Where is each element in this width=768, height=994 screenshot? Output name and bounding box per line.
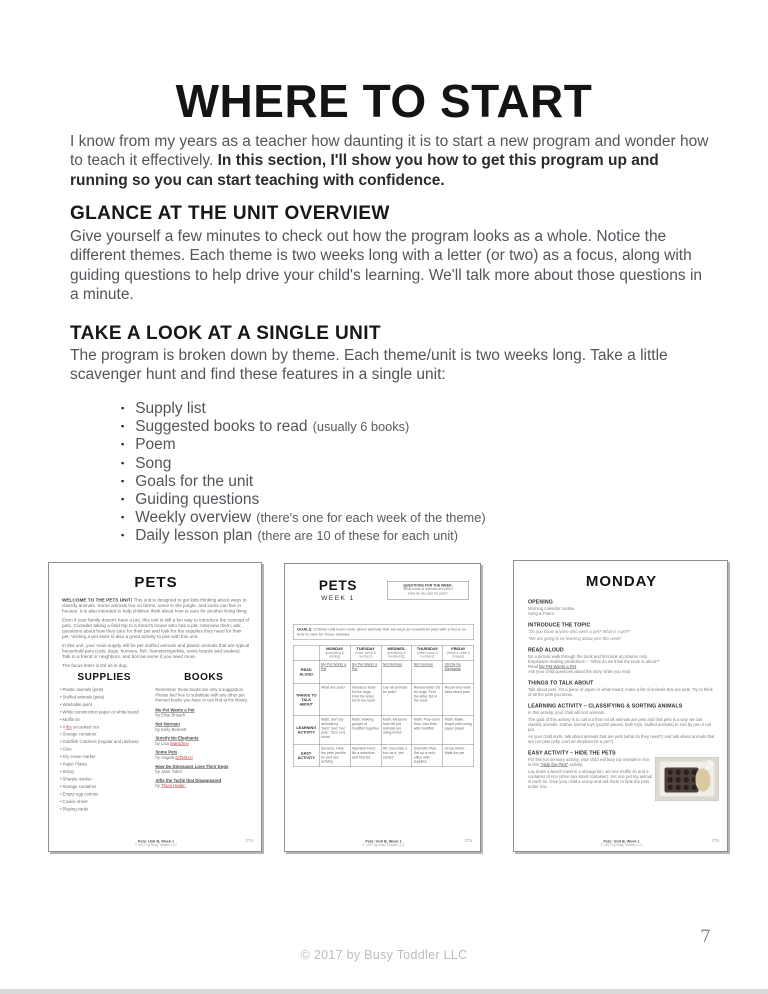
lesson-section-heading: INTRODUCE THE TOPIC bbox=[528, 622, 591, 628]
lesson-text: Ask your child questions about the story while you read bbox=[528, 669, 631, 674]
books-column bbox=[148, 672, 252, 814]
thumb1-title: PETS bbox=[134, 574, 178, 591]
thumb-footer-title: Pets: Unit B, Week 1 bbox=[137, 839, 175, 844]
table-cell: Math: Make shape pets using paper plates bbox=[443, 716, 474, 745]
rice-link[interactable]: lbs bbox=[66, 724, 72, 730]
thumb2-title: PETS bbox=[318, 578, 358, 593]
table-cell bbox=[381, 661, 412, 684]
book-entry bbox=[155, 750, 252, 761]
daily-lesson-thumbnail bbox=[513, 560, 728, 852]
table-cell: Art: Decorate a box as a "pet carrier" bbox=[381, 745, 412, 767]
book-link[interactable]: Not Norman bbox=[382, 661, 403, 667]
feature-label: Poem bbox=[135, 436, 176, 454]
book-title-link[interactable]: Strictly No Elephants bbox=[155, 735, 199, 741]
lesson-text: Do a picture walk through the book and first look at pictures only. bbox=[528, 654, 648, 659]
supply-item: • Plastic animals (pets) bbox=[60, 687, 148, 692]
corner-cell bbox=[293, 645, 319, 660]
thumb3-page-number: 276 bbox=[711, 838, 719, 843]
day-header bbox=[350, 645, 381, 660]
read-post: . bbox=[576, 664, 578, 669]
feature-label: Daily lesson plan bbox=[135, 527, 253, 545]
thumb-footer-copyright: © 2017 by Busy Toddler LLC bbox=[135, 843, 177, 847]
goals-text: Children will learn more about animals that are kept as household pets with a focus on how to care for those animals. bbox=[297, 627, 467, 637]
unit-features-list bbox=[121, 400, 486, 546]
lesson-text: Talk about pets. On a piece of paper or white board, make a list of animals that are pets. Try to think of all the pets you know. bbox=[528, 687, 713, 697]
book-author: by bbox=[155, 783, 161, 789]
book-title-link[interactable]: Not Norman bbox=[155, 721, 180, 727]
thumb2-title-block bbox=[303, 578, 373, 602]
book-link[interactable]: Not Norman bbox=[413, 661, 434, 667]
questions-of-the-week-box bbox=[387, 581, 469, 599]
day-header bbox=[319, 645, 350, 660]
day-header bbox=[412, 645, 443, 660]
list-item bbox=[121, 418, 486, 436]
lesson-text: Song & Poem bbox=[528, 611, 554, 616]
feature-label: Suggested books to read bbox=[135, 418, 308, 436]
day-name: MONDAY bbox=[326, 646, 344, 651]
bullet-icon: ▪ bbox=[121, 421, 125, 432]
table-row bbox=[293, 661, 474, 684]
book-entry bbox=[155, 778, 252, 789]
table-cell bbox=[350, 661, 381, 684]
book-entry bbox=[155, 721, 252, 732]
bullet-icon: ▪ bbox=[121, 403, 125, 413]
table-row bbox=[293, 716, 474, 745]
intro-paragraph bbox=[70, 132, 712, 190]
row-label: EASY ACTIVITY bbox=[293, 745, 319, 767]
day-header bbox=[381, 645, 412, 660]
table-cell: Math: Measure how tall pet animals are using bricks bbox=[381, 716, 412, 745]
feature-note: (there are 10 of these for each unit) bbox=[257, 528, 458, 544]
week-plan-table bbox=[293, 645, 474, 767]
day-header bbox=[443, 645, 474, 660]
day-name: FRIDAY bbox=[451, 646, 466, 651]
day-skills: (predicting & measuring) bbox=[387, 651, 406, 659]
bullet-icon: ▪ bbox=[121, 493, 125, 504]
table-row bbox=[293, 745, 474, 767]
book-author-link[interactable]: Mantchev bbox=[170, 740, 189, 746]
supply-item: • Washable paint bbox=[60, 702, 148, 707]
book-author: by Kelly Bennett bbox=[155, 726, 187, 732]
book-author: by Elise Broach bbox=[155, 712, 186, 718]
thumb1-footer bbox=[49, 839, 262, 847]
lesson-text: In this activity, your child will sort animals. bbox=[528, 710, 605, 715]
lesson-text: Lay down a beach towel in a storage bin, set one muffin tin and a container of rice (shoe box sized container). Set one pet toy animal in each tin. Give your child a scoop and ask them to hide the pets under rice. bbox=[528, 769, 653, 789]
question-line: How do we care for pets? bbox=[408, 591, 448, 596]
thumb-footer-copyright: © 2017 by Busy Toddler LLC bbox=[600, 843, 643, 847]
supply-item-rice bbox=[60, 724, 148, 729]
page-number: 7 bbox=[700, 927, 711, 947]
table-cell: What are pets? bbox=[319, 684, 350, 716]
page-edge-divider bbox=[0, 989, 768, 994]
feature-label: Goals for the unit bbox=[135, 472, 254, 490]
welcome-rest: This unit is designed to get kids thinking about ways to classify animals. Some animals live on farms, some in the jungle, and some can live in houses. It is also intended to help children think about how to care for another living thing. bbox=[62, 597, 248, 614]
rice-pre: 4 bbox=[62, 724, 67, 730]
supply-item: • Storage container bbox=[60, 732, 148, 737]
lesson-section-heading: THINGS TO TALK ABOUT bbox=[528, 680, 594, 686]
lesson-text bbox=[528, 757, 654, 767]
table-cell: Recall and retell facts about pets bbox=[443, 684, 474, 716]
lesson-text: As your child sorts, talk about animals that are pets (what do they need?) and talk about animals that are not pets (why can't an elephant be a pet?). bbox=[528, 734, 715, 744]
row-label: LEARNING ACTIVITY bbox=[293, 716, 319, 745]
book-title-link[interactable]: How Do Dinosaurs Love Their Dogs bbox=[155, 763, 229, 769]
thumb3-footer bbox=[514, 839, 728, 847]
book-title-link[interactable]: My Pet Wants a Pet bbox=[155, 707, 195, 713]
list-item bbox=[121, 455, 486, 473]
lesson-text: The goal of this activity is to call out that not all animals are pets and that pets is a way we can classify animals. Gather animal toys (puzzle pieces, bath toys, stuffed animals) to sort by pet or not pet. bbox=[528, 717, 712, 732]
day-skills: (letter name & numbers) bbox=[417, 651, 438, 659]
section-body-take-a-look: The program is broken down by theme. Each theme/unit is two weeks long. Take a little scavenger hunt and find these features in a single unit: bbox=[70, 347, 668, 384]
lesson-text: Morning calendar routine bbox=[528, 606, 575, 611]
feature-label: Guiding questions bbox=[135, 490, 260, 508]
thumb2-footer bbox=[285, 839, 481, 847]
question-line: What kinds of animals are pets? bbox=[403, 587, 453, 591]
easy-pre: For this fun sensory activity, your child will bury toy animals in rice in this bbox=[528, 757, 650, 767]
books-note: Remember these books are only a suggestion. Please feel free to substitute with any other pet themed books you have or can find at the library. bbox=[155, 687, 248, 703]
supply-item: • Cookie sheet bbox=[60, 799, 148, 804]
feature-label: Weekly overview bbox=[135, 509, 252, 527]
bullet-icon: ▪ bbox=[121, 512, 125, 523]
thumb3-title: MONDAY bbox=[585, 573, 658, 590]
feature-label: Supply list bbox=[135, 400, 206, 417]
day-name: WEDNES. bbox=[387, 646, 406, 651]
book-author-link[interactable]: Thyra Heder. bbox=[160, 783, 186, 789]
lesson-quote: "We are going to be learning about pets this week" bbox=[528, 636, 622, 641]
table-header-row bbox=[293, 645, 474, 660]
table-cell: Can all animals be pets? bbox=[381, 684, 412, 716]
list-item bbox=[121, 436, 486, 454]
intro-bold-text: In this section, I'll show you how to get this program up and running so you can start teaching with confidence. bbox=[70, 152, 659, 189]
book-entry bbox=[155, 764, 252, 775]
read-pre: Read bbox=[528, 664, 540, 669]
supply-item: • Stuffed animals (pets) bbox=[60, 694, 148, 699]
table-row bbox=[293, 684, 474, 716]
book-entry bbox=[155, 707, 252, 718]
lesson-section-heading: OPENING bbox=[528, 599, 553, 605]
book-author-link[interactable]: DiTerlizzi bbox=[175, 754, 193, 760]
supply-item: • Paper Plates bbox=[60, 762, 148, 767]
page-title: WHERE TO START bbox=[175, 75, 593, 127]
supplies-column bbox=[60, 672, 148, 814]
table-cell: Math: Making groups of Goldfish together bbox=[350, 716, 381, 745]
muffin-tin bbox=[665, 768, 699, 793]
section-heading-take-a-look: TAKE A LOOK AT A SINGLE UNIT bbox=[70, 323, 381, 344]
paragraph: The focus letter is Dd as in dog. bbox=[62, 662, 128, 668]
book-author: by Angela bbox=[155, 754, 176, 760]
supply-item: • Glue bbox=[60, 747, 148, 752]
storage-bin bbox=[659, 761, 715, 797]
lesson-quote: "Do you know anyone who owns a pet? What is a pet?" bbox=[528, 629, 631, 634]
goals-box bbox=[293, 624, 474, 640]
section-heading-glance: GLANCE AT THE UNIT OVERVIEW bbox=[70, 203, 390, 224]
row-label: THINGS TO TALK ABOUT bbox=[293, 684, 319, 716]
day-skills: (predicting & sorting) bbox=[325, 651, 344, 659]
feature-note: (usually 6 books) bbox=[312, 419, 410, 435]
books-heading: BOOKS bbox=[184, 671, 224, 683]
questions-heading: QUESTIONS FOR THE WEEK: bbox=[403, 584, 453, 588]
scoop bbox=[704, 759, 715, 772]
supply-item: • White construction paper or white board bbox=[60, 709, 148, 714]
footer-copyright: © 2017 by Busy Toddler LLC bbox=[300, 948, 468, 962]
thumb2-subtitle: WEEK 1 bbox=[321, 594, 355, 602]
muffin-cups bbox=[668, 770, 674, 776]
welcome-lead: WELCOME TO THE PETS UNIT! bbox=[62, 597, 133, 603]
table-cell bbox=[412, 661, 443, 684]
feature-label: Song bbox=[135, 454, 172, 472]
day-name: THURSDAY bbox=[416, 646, 439, 651]
lesson-section-heading: EASY ACTIVITY – HIDE THE PETS bbox=[528, 750, 616, 756]
book-link[interactable]: Strictly No Elephants bbox=[444, 661, 461, 671]
book-author: by Lisa bbox=[155, 740, 171, 746]
supply-item: • Storage container bbox=[60, 784, 148, 789]
thumb1-intro bbox=[62, 597, 250, 668]
weekly-overview-thumbnail bbox=[284, 563, 481, 852]
book-link[interactable]: My Pet Wants a Pet bbox=[539, 664, 577, 669]
bullet-icon: ▪ bbox=[121, 439, 125, 450]
section-body-glance: Give yourself a few minutes to check out how the program looks as a whole. Notice the different themes. Each theme is two weeks long with a letter (or two) as a focus, along with guiding questions to help drive your child's learning. We'll talk more about those questions in a minute. bbox=[70, 228, 703, 304]
lesson-section-heading: READ ALOUD bbox=[528, 647, 564, 653]
thumb-footer-title: Pets: Unit B, Week 1 bbox=[603, 839, 640, 844]
day-skills: (letter name & numbers) bbox=[355, 651, 376, 659]
table-cell: Math: Play more than, less than with Goldfish bbox=[412, 716, 443, 745]
supply-item: • Empty egg cartons bbox=[60, 791, 148, 796]
table-cell: Gross Motor: Walk the pet bbox=[443, 745, 474, 767]
hide-the-pets-photo bbox=[655, 757, 719, 801]
table-cell: Sensory: Hide the pets (muffin tin and rice activity) bbox=[319, 745, 350, 767]
supplies-list bbox=[60, 687, 148, 811]
paragraph: In this unit, your main supply will be pet stuffed animals and plastic animals that are typical household pets (cats, dogs, bunnies, fish, hamsters/gerbils, some lizards and snakes). Talk to a friend or neighbors, and borrow some if you need more. bbox=[62, 642, 250, 659]
supply-item: • Muffin tin bbox=[60, 717, 148, 722]
rice-post: uncooked rice bbox=[71, 724, 100, 730]
paragraph: Even if your family doesn't have a pet, this unit is still a fun way to introduce the concept of pets. Consider taking a field trip to a friend's house who has a pet. Interview them; ask questions about how they care for their pet and look for the supplies they need for their pet. Visiting a pet store is also a great activity to pair with this unit. bbox=[62, 617, 250, 639]
book-link[interactable]: My Pet Wants a Pet bbox=[351, 661, 378, 671]
table-cell: Math: Sort toy animals by "pets" and "not pets," then sort, count bbox=[319, 716, 350, 745]
thumb2-page-number: 275 bbox=[464, 838, 472, 843]
day-name: TUESDAY bbox=[356, 646, 375, 651]
supply-item: • String bbox=[60, 769, 148, 774]
supply-item: • Dry erase marker bbox=[60, 754, 148, 759]
bullet-icon: ▪ bbox=[121, 475, 125, 486]
list-item bbox=[121, 509, 486, 527]
supply-item: • Sharpie marker bbox=[60, 776, 148, 781]
book-author: by Jane Yolen bbox=[155, 769, 183, 775]
book-entry bbox=[155, 736, 252, 747]
thumb-footer-title: Pets: Unit B, Week 1 bbox=[365, 839, 402, 844]
table-cell: Review letter Dd for dogs. Find the letter Dd in the book bbox=[412, 684, 443, 716]
paragraph bbox=[62, 597, 250, 614]
supplies-heading: SUPPLIES bbox=[77, 671, 131, 683]
list-item bbox=[121, 491, 486, 509]
rice-pile bbox=[696, 769, 711, 792]
list-item bbox=[121, 473, 486, 491]
bullet-icon: ▪ bbox=[121, 530, 125, 541]
table-cell: Introduce letter Dd for dogs. Find the letter Dd in the book bbox=[350, 684, 381, 716]
bullet-icon: ▪ bbox=[121, 457, 125, 468]
intro-text: I know from my years as a teacher how daunting it is to start a new program and wonder how to teach it effectively. bbox=[70, 133, 709, 170]
activity-link[interactable]: "Hide the Pets" bbox=[540, 762, 569, 767]
book-title-link[interactable]: Some Pets bbox=[155, 749, 178, 755]
table-cell bbox=[319, 661, 350, 684]
supply-item: • Playing cards bbox=[60, 806, 148, 811]
list-item bbox=[121, 400, 486, 418]
book-title-link[interactable]: Alfie the Turtle that Disappeared bbox=[155, 777, 222, 783]
unit-overview-thumbnail bbox=[48, 562, 262, 852]
goals-label: GOALS: bbox=[297, 627, 313, 632]
table-cell bbox=[443, 661, 474, 684]
lesson-text: Emphasize making predictions – "What do we think the book is about?" bbox=[528, 659, 660, 664]
table-cell: Alphabet Hunt: Be a detective and find Dd bbox=[350, 745, 381, 767]
easy-post: activity. bbox=[568, 762, 584, 767]
table-cell: Dramatic Play: Set up a vet's office with supplies bbox=[412, 745, 443, 767]
supply-item: • Goldfish Crackers (regular and rainbow) bbox=[60, 739, 148, 744]
row-label: READ ALOUD bbox=[293, 661, 319, 684]
list-item bbox=[121, 527, 486, 545]
book-link[interactable]: My Pet Wants a Pet bbox=[321, 661, 347, 671]
thumb-footer-copyright: © 2017 by Busy Toddler LLC bbox=[362, 843, 405, 847]
day-skills: (recall & retell & shapes) bbox=[446, 651, 470, 659]
lesson-section-heading: LEARNING ACTIVITY – CLASSIFYING & SORTING ANIMALS bbox=[528, 703, 683, 709]
thumb1-page-number: 274 bbox=[245, 838, 253, 843]
feature-note: (there's one for each week of the theme) bbox=[256, 510, 486, 526]
